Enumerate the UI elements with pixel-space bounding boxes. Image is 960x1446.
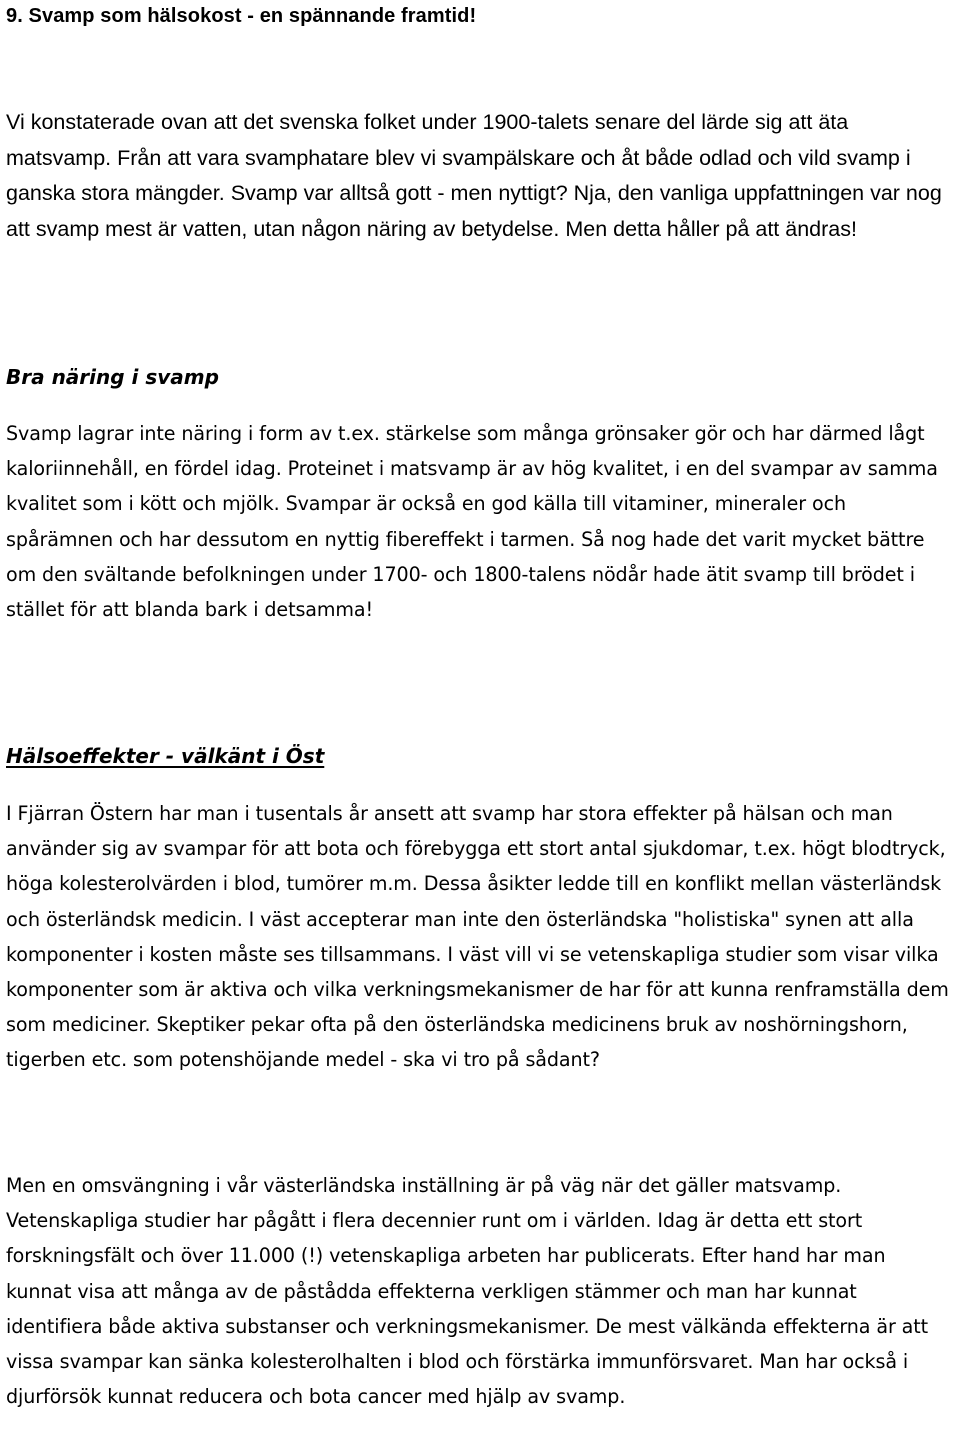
document-page [6, 0, 956, 1409]
section-heading-health-effects: Hälsoeffekter - välkänt i Öst [6, 744, 325, 768]
nutrition-paragraph: Svamp lagrar inte näring i form av t.ex. stärkelse som många grönsaker gör och har därmed lågt kaloriinnehåll, en fördel idag. Proteinet i matsvamp är av hög kvalitet, i en del svampar av samma kvalitet som i kött och mjölk. Svampar är också en god källa till vitaminer, mineraler och spårämnen och har dessutom en nyttig fibereffekt i tarmen. Så nog hade det varit mycket bättre om den svältande befolkningen under 1700- och 1800-talens nödår hade ätit svamp till brödet i stället för att blanda bark i detsamma! [6, 422, 938, 622]
health-effects-paragraph-1: I Fjärran Östern har man i tusentals år ansett att svamp har stora effekter på hälsan och man använder sig av svampar för att bota och förebygga ett stort antal sjukdomar, t.ex. högt blodtryck, höga kolesterolvärden i blod, tumörer m.m. Dessa åsikter ledde till en konflikt mellan västerländsk och österländsk medicin. I väst accepterar man inte den österländska "holistiska" synen att alla komponenter i kosten måste ses tillsammans. I väst vill vi se vetenskapliga studier som visar vilka komponenter som är aktiva och vilka verkningsmekanismer de har för att kunna renframställa dem som mediciner. Skeptiker pekar ofta på den österländska medicinens bruk av noshörningshorn, tigerben etc. som potenshöjande medel - ska vi tro på sådant? [6, 802, 949, 1072]
section-heading-nutrition: Bra näring i svamp [6, 365, 219, 389]
page-title: 9. Svamp som hälsokost - en spännande framtid! [6, 5, 477, 27]
health-effects-paragraph-2: Men en omsvängning i vår västerländska inställning är på väg när det gäller matsvamp. Vetenskapliga studier har pågått i flera decennier runt om i världen. Idag är detta ett stort forskningsfält och över 11.000 (!) vetenskapliga arbeten har publicerats. Efter hand har man kunnat visa att många av de påstådda effekterna verkligen stämmer och man har kunnat identifiera både aktiva substanser och verkningsmekanismer. De mest välkända effekterna är att vissa svampar kan sänka kolesterolhalten i blod och förstärka immunförsvaret. Man har också i djurförsök kunnat reducera och bota cancer med hjälp av svamp. [6, 1174, 929, 1409]
intro-paragraph: Vi konstaterade ovan att det svenska folket under 1900-talets senare del lärde sig att äta matsvamp. Från att vara svamphatare blev vi svampälskare och åt både odlad och vild svamp i ganska stora mängder. Svamp var alltså gott - men nyttigt? Nja, den vanliga uppfattningen var nog att svamp mest är vatten, utan någon näring av betydelse. Men detta håller på att ändras! [6, 110, 942, 241]
